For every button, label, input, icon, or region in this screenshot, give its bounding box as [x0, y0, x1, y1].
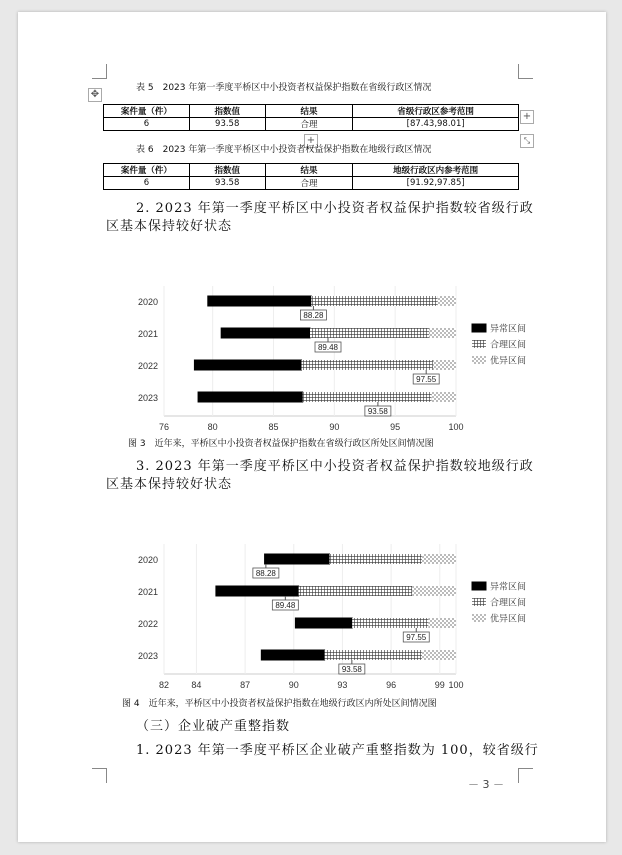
- table6-cell[interactable]: 93.58: [189, 177, 265, 190]
- x-tick-label: 93: [337, 680, 348, 688]
- add-row-icon[interactable]: +: [304, 134, 318, 148]
- table6: [103, 163, 519, 190]
- table5-header-row: [104, 105, 519, 118]
- legend-label: 优异区间: [490, 614, 527, 625]
- bar-segment: [412, 586, 456, 596]
- bar-segment: [194, 360, 301, 370]
- marker-value-label: 97.55: [406, 633, 427, 642]
- paragraph-4-line1: 1. 2023 年第一季度平桥区企业破产重整指数为 100，较省级行: [136, 743, 539, 758]
- table6-cell[interactable]: [91.92,97.85]: [353, 177, 519, 190]
- bar-segment: [216, 586, 299, 596]
- bar-segment: [310, 328, 429, 338]
- marker-value-label: 93.58: [367, 407, 388, 416]
- x-tick-label: 99: [434, 680, 445, 688]
- x-tick-label: 84: [191, 680, 202, 688]
- table6-cell[interactable]: 6: [104, 177, 190, 190]
- x-tick-label: 85: [268, 422, 279, 430]
- table5-data-row: [104, 118, 519, 131]
- x-tick-label: 96: [386, 680, 397, 688]
- bar-segment: [325, 650, 422, 660]
- table6-data-row: [104, 177, 519, 190]
- table6-header-cell: 案件量（件）: [104, 164, 190, 177]
- table-resize-icon[interactable]: ⤡: [520, 134, 534, 148]
- marker-value-label: 89.48: [275, 601, 296, 610]
- bar-segment: [295, 618, 352, 628]
- figure3-chart: [108, 280, 528, 430]
- legend-swatch: [472, 598, 486, 606]
- marker-value-label: 88.28: [303, 311, 324, 320]
- crop-mark-top-right: [518, 64, 533, 79]
- marker-value-label: 93.58: [341, 665, 362, 674]
- figure4-chart: [108, 538, 528, 688]
- table6-caption: 表 6 2023 年第一季度平桥区中小投资者权益保护指数在地级行政区情况: [136, 145, 432, 155]
- table6-header-cell: 指数值: [189, 164, 265, 177]
- y-category-label: 2022: [137, 619, 158, 629]
- table5: [103, 104, 519, 131]
- table6-cell[interactable]: 合理: [265, 177, 353, 190]
- bar-segment: [438, 296, 456, 306]
- figure3-caption: 图 3 近年来，平桥区中小投资者权益保护指数在省级行政区所处区间情况图: [128, 439, 434, 449]
- bar-segment: [432, 392, 456, 402]
- bar-segment: [422, 554, 456, 564]
- y-category-label: 2021: [137, 587, 158, 597]
- x-tick-label: 90: [288, 680, 299, 688]
- marker-value-label: 89.48: [317, 343, 339, 352]
- y-category-label: 2023: [137, 393, 158, 403]
- bar-segment: [198, 392, 303, 402]
- marker-value-label: 97.55: [416, 375, 437, 384]
- y-category-label: 2022: [137, 361, 158, 371]
- x-tick-label: 76: [158, 422, 170, 430]
- bar-segment: [429, 328, 456, 338]
- table5-cell[interactable]: 合理: [265, 118, 353, 131]
- legend-label: 合理区间: [490, 340, 527, 351]
- x-tick-label: 82: [158, 680, 170, 688]
- bar-segment: [261, 650, 324, 660]
- table5-header-cell: 结果: [265, 105, 353, 118]
- y-category-label: 2020: [137, 297, 158, 307]
- table5-caption: 表 5 2023 年第一季度平桥区中小投资者权益保护指数在省级行政区情况: [136, 83, 432, 93]
- table5-cell[interactable]: 93.58: [189, 118, 265, 131]
- crop-mark-bottom-left: [92, 768, 107, 783]
- x-tick-label: 100: [448, 680, 464, 688]
- table5-cell[interactable]: 6: [104, 118, 190, 131]
- bar-segment: [299, 586, 413, 596]
- table-move-handle-icon[interactable]: ✥: [88, 88, 102, 102]
- paragraph-2-line1: 2. 2023 年第一季度平桥区中小投资者权益保护指数较省级行政: [136, 201, 534, 216]
- legend-swatch: [472, 582, 486, 590]
- crop-mark-top-left: [92, 64, 107, 79]
- legend-label: 合理区间: [490, 598, 527, 609]
- bar-segment: [311, 296, 438, 306]
- bar-segment: [329, 554, 421, 564]
- legend-label: 优异区间: [490, 356, 527, 367]
- document-page: [18, 12, 606, 842]
- table5-header-cell: 指数值: [189, 105, 265, 118]
- legend-label: 异常区间: [490, 324, 527, 335]
- table6-header-row: [104, 164, 519, 177]
- section-heading: （三）企业破产重整指数: [136, 719, 291, 734]
- legend-label: 异常区间: [490, 582, 527, 593]
- bar-segment: [265, 554, 330, 564]
- add-column-icon[interactable]: +: [520, 110, 534, 124]
- legend-swatch: [472, 324, 486, 332]
- table5-header-cell: 省级行政区参考范围: [353, 105, 519, 118]
- table5-cell[interactable]: [87.43,98.01]: [353, 118, 519, 131]
- figure4-caption: 图 4 近年来，平桥区中小投资者权益保护指数在地级行政区内所处区间情况图: [122, 699, 437, 709]
- x-tick-label: 95: [390, 422, 401, 430]
- paragraph-2-line2: 区基本保持较好状态: [106, 219, 233, 234]
- bar-segment: [221, 328, 310, 338]
- x-tick-label: 87: [240, 680, 251, 688]
- paragraph-3-line2: 区基本保持较好状态: [106, 477, 233, 492]
- paragraph-3-line1: 3. 2023 年第一季度平桥区中小投资者权益保护指数较地级行政: [136, 459, 534, 474]
- y-category-label: 2020: [137, 555, 158, 565]
- y-category-label: 2023: [137, 651, 158, 661]
- page-number: － 3 －: [468, 778, 504, 791]
- legend-swatch: [472, 340, 486, 348]
- x-tick-label: 90: [329, 422, 340, 430]
- bar-segment: [301, 360, 432, 370]
- bar-segment: [303, 392, 432, 402]
- legend-swatch: [472, 356, 486, 364]
- table5-header-cell: 案件量（件）: [104, 105, 190, 118]
- bar-segment: [422, 650, 456, 660]
- bar-segment: [428, 618, 456, 628]
- bar-segment: [433, 360, 456, 370]
- bar-segment: [352, 618, 428, 628]
- marker-value-label: 88.28: [255, 569, 276, 578]
- crop-mark-bottom-right: [518, 768, 533, 783]
- table6-header-cell: 结果: [265, 164, 353, 177]
- x-tick-label: 100: [448, 422, 464, 430]
- x-tick-label: 80: [207, 422, 218, 430]
- bar-segment: [208, 296, 311, 306]
- legend-swatch: [472, 614, 486, 622]
- table6-header-cell: 地级行政区内参考范围: [353, 164, 519, 177]
- y-category-label: 2021: [137, 329, 158, 339]
